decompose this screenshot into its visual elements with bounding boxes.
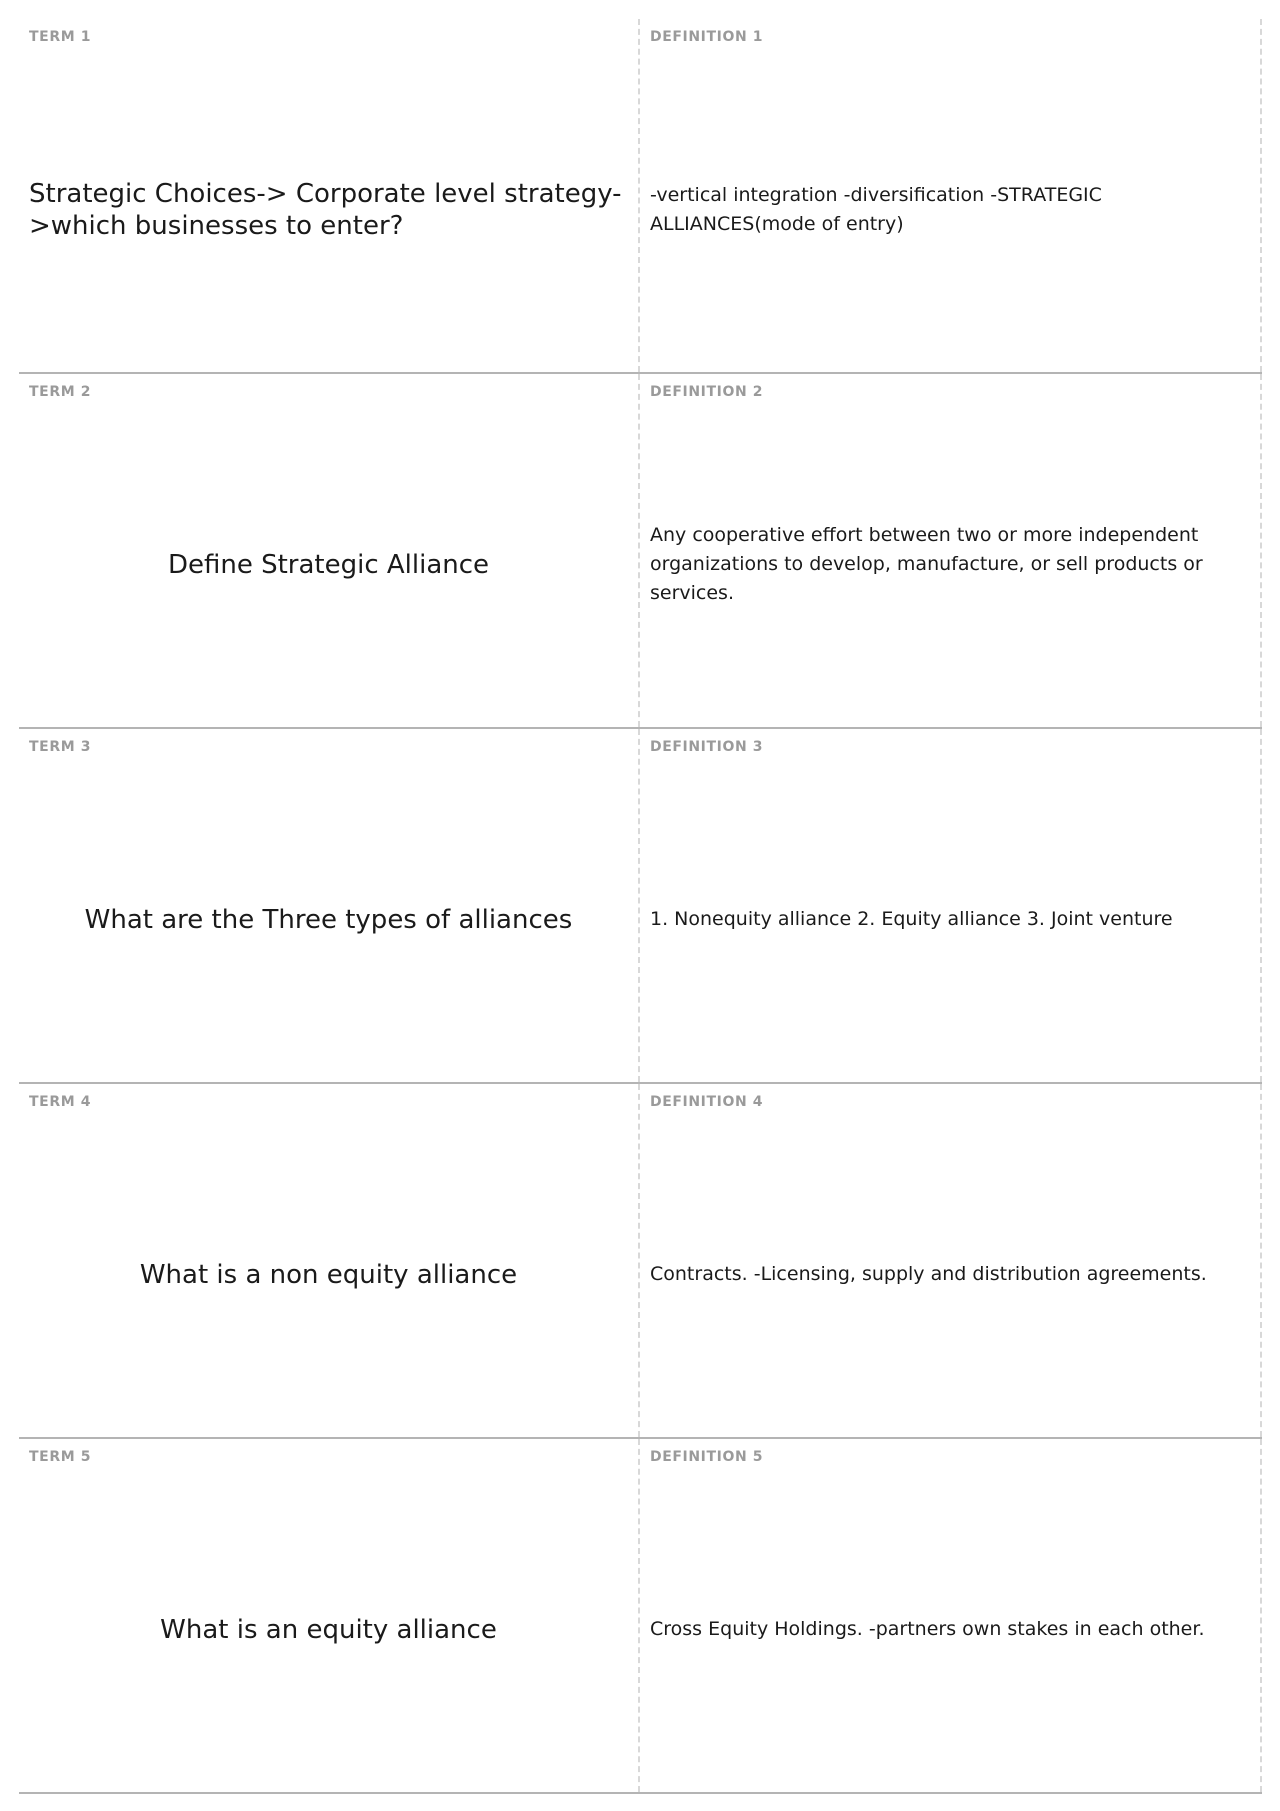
term-label-2: TERM 2: [29, 384, 92, 400]
card-row-4: [19, 1084, 1262, 1439]
term-cell-4: [19, 1084, 640, 1437]
term-text-5: What is an equity alliance: [160, 1614, 497, 1645]
term-cell-5: [19, 1439, 640, 1792]
term-label-4: TERM 4: [29, 1094, 92, 1110]
flashcard-sheet: [19, 19, 1262, 1794]
term-cell-1: [19, 19, 640, 372]
card-row-5: [19, 1439, 1262, 1794]
definition-text-3: 1. Nonequity alliance 2. Equity alliance 3. Joint venture: [650, 908, 1173, 930]
term-label-1: TERM 1: [29, 29, 92, 45]
card-row-3: [19, 729, 1262, 1084]
definition-cell-2: [640, 374, 1262, 727]
definition-cell-3: [640, 729, 1262, 1082]
definition-text-4: Contracts. -Licensing, supply and distribution agreements.: [650, 1263, 1207, 1285]
term-text-4: What is a non equity alliance: [139, 1259, 518, 1290]
term-text-3: What are the Three types of alliances: [84, 904, 573, 935]
definition-cell-1: [640, 19, 1262, 372]
term-text-2: Define Strategic Alliance: [167, 549, 490, 580]
definition-text-5: Cross Equity Holdings. -partners own stakes in each other.: [650, 1618, 1205, 1640]
definition-cell-4: [640, 1084, 1262, 1437]
term-cell-3: [19, 729, 640, 1082]
card-row-1: [19, 19, 1262, 374]
card-row-2: [19, 374, 1262, 729]
definition-cell-5: [640, 1439, 1262, 1792]
term-label-5: TERM 5: [29, 1449, 92, 1465]
definition-text-2: Any cooperative effort between two or more independent organizations to develop, manufacture, or sell products or services.: [650, 524, 1203, 604]
definition-label-3: DEFINITION 3: [650, 739, 764, 755]
term-label-3: TERM 3: [29, 739, 92, 755]
term-cell-2: [19, 374, 640, 727]
term-text-1: Strategic Choices-> Corporate level strategy->which businesses to enter?: [29, 178, 622, 241]
definition-label-4: DEFINITION 4: [650, 1094, 764, 1110]
definition-label-5: DEFINITION 5: [650, 1449, 764, 1465]
definition-text-1: -vertical integration -diversification -STRATEGIC ALLIANCES(mode of entry): [650, 183, 1102, 235]
definition-label-2: DEFINITION 2: [650, 384, 764, 400]
definition-label-1: DEFINITION 1: [650, 29, 764, 45]
